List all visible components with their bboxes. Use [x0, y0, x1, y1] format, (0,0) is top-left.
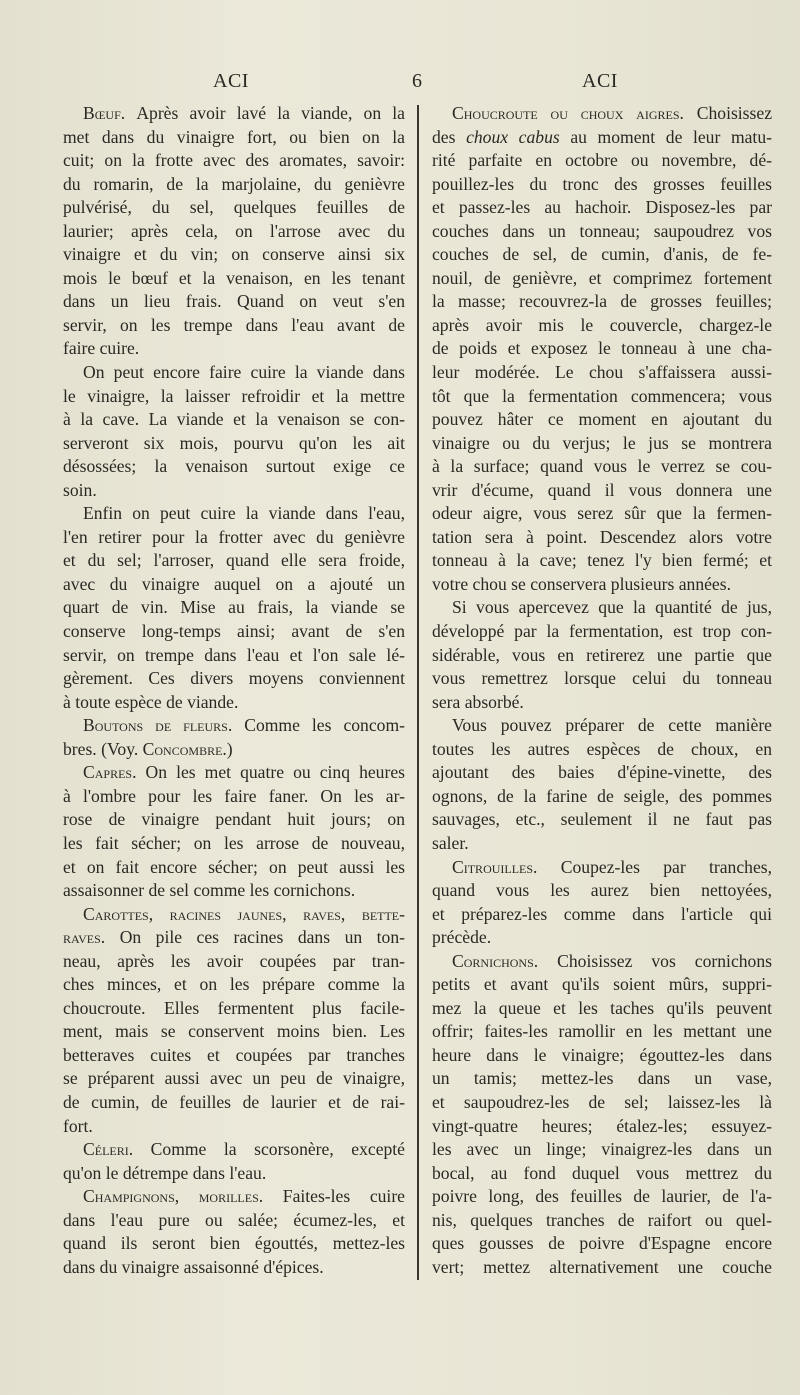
line-text: betteraves cuites et coupées par tranches: [63, 1044, 405, 1065]
line-text: pulvérisé, du sel, quelques feuilles de: [63, 197, 405, 218]
line-text: Choisissez: [696, 103, 772, 123]
line-text: ognons, de la farine de seigle, des pommes: [432, 785, 772, 806]
text-line: [432, 1115, 772, 1139]
entry-heading: Concombre: [142, 738, 223, 759]
text-line: [432, 479, 772, 503]
line-text: ques gousses de poivre d'Espagne encore: [432, 1233, 772, 1254]
text-line: [432, 314, 772, 338]
line-text: tonneau à la cave; tenez l'y bien fermé; et: [432, 550, 772, 571]
line-text: On pile ces racines dans un ton-: [119, 927, 405, 948]
text-line: [63, 950, 405, 974]
line-text: Si vous apercevez que la quantité de jus,: [452, 597, 772, 618]
line-text: pouillez-les du tronc des grosses feuilles: [432, 173, 772, 194]
text-line: [432, 973, 772, 997]
text-line: [63, 1209, 405, 1233]
text-line: [432, 620, 772, 644]
line-text: poivre long, des feuilles de laurier, de l'a-: [432, 1186, 772, 1207]
text-line: [63, 455, 405, 479]
text-line: [432, 926, 772, 950]
line-text: met dans du vinaigre fort, ou bien on la: [63, 126, 405, 147]
line-text: et saupoudrez-les de sel; laissez-les là: [432, 1091, 772, 1112]
line-text: .): [222, 738, 233, 759]
text-line: [63, 714, 405, 738]
text-line: [432, 573, 772, 597]
text-line: [63, 832, 405, 856]
line-text: gèrement. Ces divers moyens conviennent: [63, 668, 405, 689]
line-text: ajoutant des baies d'épine-vinette, des: [432, 762, 772, 783]
line-text: Coupez-les par tranches,: [560, 856, 772, 877]
line-text: des: [432, 126, 467, 147]
text-line: [432, 596, 772, 620]
line-text: se préparent aussi avec un peu de vinaigre,: [63, 1068, 405, 1089]
line-text: toutes les autres espèces de choux, en: [432, 738, 772, 759]
line-text: qu'on le détrempe dans l'eau.: [63, 1162, 267, 1183]
line-text: servir, on les trempe dans l'eau avant de: [63, 314, 405, 335]
line-text: tation sera à point. Descendez alors votre: [432, 526, 772, 547]
line-text: dans du vinaigre assaisonné d'épices.: [63, 1256, 324, 1277]
line-text: laurier; après cela, on l'arrose avec du: [63, 220, 405, 241]
line-text: le vinaigre, la laisser refroidir et la mettre: [63, 385, 405, 406]
line-text: conserve long-temps ainsi; avant de s'en: [63, 621, 405, 642]
text-line: [63, 620, 405, 644]
line-text: vinaigre et du vin; on conserve ainsi six: [63, 244, 405, 265]
line-text: Choisissez vos cornichons: [557, 950, 772, 971]
line-text: dans un lieu frais. Quand on veut s'en: [63, 291, 405, 312]
line-text: mez la queue et les taches qu'ils peuvent: [432, 997, 772, 1018]
text-line: [432, 126, 772, 150]
line-text: Après avoir lavé la viande, on la: [136, 103, 405, 123]
text-line: [63, 502, 405, 526]
line-text: assaisonner de sel comme les cornichons.: [63, 880, 356, 901]
text-line: [63, 220, 405, 244]
line-text: soin.: [63, 479, 97, 500]
left-text-column: [63, 102, 405, 1279]
text-line: [432, 1185, 772, 1209]
text-line: [432, 549, 772, 573]
text-line: [63, 1067, 405, 1091]
line-text: bres. (Voy.: [63, 738, 143, 759]
line-text: la masse; recouvrez-la de grosses feuilles;: [432, 291, 772, 312]
text-line: [63, 1256, 405, 1280]
line-text: votre chou se conservera plusieurs années.: [432, 573, 731, 594]
line-text: petits et avant qu'ils soient mûrs, suppri-: [432, 974, 772, 995]
text-line: [432, 1138, 772, 1162]
line-text: mois le bœuf et la venaison, en les tenant: [63, 267, 405, 288]
page-number: 6: [412, 70, 423, 92]
text-line: [63, 526, 405, 550]
text-line: [63, 1020, 405, 1044]
text-line: [63, 997, 405, 1021]
line-text: et du sel; l'arroser, quand elle sera froide,: [63, 550, 405, 571]
line-text: ment, mais se conservent moins bien. Les: [63, 1021, 405, 1042]
text-line: [432, 361, 772, 385]
line-text: à l'ombre pour les faire faner. On les ar-: [63, 785, 405, 806]
line-text: leur modérée. Le chou s'affaissera aussi-: [432, 362, 772, 383]
text-line: [63, 173, 405, 197]
line-text: sera absorbé.: [432, 691, 524, 712]
text-line: [432, 290, 772, 314]
text-line: [432, 856, 772, 880]
text-line: [432, 173, 772, 197]
text-line: [63, 126, 405, 150]
text-line: [63, 973, 405, 997]
text-line: [432, 196, 772, 220]
line-text: développé par la fermentation, est trop con-: [432, 621, 772, 642]
text-line: [63, 926, 405, 950]
text-line: [432, 1067, 772, 1091]
line-text: On peut encore faire cuire la viande dans: [83, 362, 405, 383]
text-line: [432, 502, 772, 526]
text-line: [432, 644, 772, 668]
line-text: l'en retirer pour la frotter avec du genièvre: [63, 526, 405, 547]
line-text: un tamis; mettez-les dans un vase,: [432, 1068, 772, 1089]
line-text: à la surface; quand vous le verrez se cou-: [432, 456, 772, 477]
text-line: [63, 408, 405, 432]
line-text: quart de vin. Mise au frais, la viande se: [63, 597, 405, 618]
line-text: faire cuire.: [63, 338, 140, 359]
entry-heading: Carottes, racines jaunes, raves, bette-: [83, 903, 405, 924]
line-text: de cumin, de feuilles de laurier et de rai-: [63, 1091, 405, 1112]
text-line: [432, 1091, 772, 1115]
text-line: [432, 1044, 772, 1068]
text-line: [63, 102, 405, 126]
text-line: [63, 267, 405, 291]
text-line: [432, 1162, 772, 1186]
text-line: [63, 314, 405, 338]
line-text: neau, après les avoir coupées par tran-: [63, 950, 405, 971]
line-text: heure dans le vinaigre; égouttez-les dans: [432, 1044, 772, 1065]
line-text: quand ils seront bien égouttés, mettez-les: [63, 1233, 405, 1254]
text-line: [432, 149, 772, 173]
text-line: [432, 761, 772, 785]
entry-heading: Cornichons.: [452, 950, 558, 971]
line-text: ches minces, et on les prépare comme la: [63, 974, 405, 995]
line-text: dans l'eau pure ou salée; écumez-les, et: [63, 1209, 405, 1230]
entry-heading: raves.: [63, 927, 120, 948]
line-text: rité parfaite en octobre ou novembre, dé-: [432, 150, 772, 171]
entry-heading: Champignons, morilles.: [83, 1186, 283, 1207]
line-text: odeur aigre, vous serez sûr que la fermen-: [432, 503, 772, 524]
line-text: Comme la scorsonère, excepté: [150, 1139, 405, 1160]
line-text: choucroute. Elles fermentent plus facile-: [63, 997, 405, 1018]
text-line: [432, 714, 772, 738]
text-line: [432, 1209, 772, 1233]
line-text: vinaigre ou du verjus; le jus se montrera: [432, 432, 772, 453]
text-line: [432, 243, 772, 267]
text-line: [432, 903, 772, 927]
line-text: après avoir mis le couvercle, chargez-le: [432, 314, 772, 335]
text-line: [63, 149, 405, 173]
line-text: nis, quelques tranches de raifort ou quel-: [432, 1209, 772, 1230]
text-line: [432, 879, 772, 903]
text-line: [63, 1232, 405, 1256]
line-text: les fait sécher; on les arrose de nouveau,: [63, 832, 405, 853]
line-text: les avec un linge; vinaigrez-les dans un: [432, 1139, 772, 1160]
entry-heading: Capres.: [83, 762, 146, 783]
right-text-column: [432, 102, 772, 1279]
text-line: [63, 290, 405, 314]
text-line: [63, 808, 405, 832]
text-line: [432, 785, 772, 809]
text-line: [432, 267, 772, 291]
text-line: [63, 196, 405, 220]
text-line: [63, 879, 405, 903]
line-text: couches dans un tonneau; saupoudrez vos: [432, 220, 772, 241]
line-text: à toute espèce de viande.: [63, 691, 239, 712]
text-line: [63, 691, 405, 715]
line-text: tôt que la fermentation commencera; vous: [432, 385, 772, 406]
line-text: bocal, au fond duquel vous mettrez du: [432, 1162, 772, 1183]
line-text: nouil, de genièvre, et comprimez fortement: [432, 267, 772, 288]
text-line: [432, 832, 772, 856]
text-line: [63, 479, 405, 503]
text-line: [432, 220, 772, 244]
text-line: [63, 785, 405, 809]
text-line: [63, 667, 405, 691]
line-text: Comme les concom-: [244, 715, 405, 736]
line-text: offrir; faites-les ramollir en les mettant une: [432, 1021, 772, 1042]
text-line: [63, 644, 405, 668]
line-text: sauvages, etc., seulement il ne faut pas: [432, 809, 772, 830]
text-line: [63, 761, 405, 785]
line-text: saler.: [432, 832, 469, 853]
line-text: sidérable, vous en retirerez une partie que: [432, 644, 772, 665]
text-line: [432, 526, 772, 550]
text-line: [63, 856, 405, 880]
text-line: [432, 455, 772, 479]
text-line: [63, 385, 405, 409]
text-line: [63, 1091, 405, 1115]
text-line: [63, 738, 405, 762]
text-line: [63, 1044, 405, 1068]
text-line: [432, 808, 772, 832]
text-line: [432, 691, 772, 715]
entry-heading: Citrouilles.: [452, 856, 561, 877]
text-line: [432, 408, 772, 432]
line-text: pouvez hâter ce moment en ajoutant du: [432, 409, 772, 430]
entry-heading: Boutons de fleurs.: [83, 715, 245, 736]
line-text: servir, on trempe dans l'eau et l'on sale lé-: [63, 644, 405, 665]
text-line: [432, 1256, 772, 1280]
text-line: [432, 385, 772, 409]
entry-heading: Céleri.: [83, 1139, 151, 1160]
running-header-left: ACI: [213, 70, 249, 92]
line-text: et passez-les au hachoir. Disposez-les par: [432, 197, 772, 218]
line-text: avec du vinaigre auquel on a ajouté un: [63, 573, 405, 594]
line-text: vingt-quatre heures; étalez-les; essuyez-: [432, 1115, 772, 1136]
italic-term: choux cabus: [466, 126, 560, 147]
line-text: précède.: [432, 927, 492, 948]
line-text: rose de vinaigre pendant huit jours; on: [63, 809, 405, 830]
text-line: [432, 102, 772, 126]
text-line: [63, 1115, 405, 1139]
text-line: [63, 573, 405, 597]
text-line: [63, 1185, 405, 1209]
text-line: [63, 596, 405, 620]
line-text: de poids et exposez le tonneau à une cha-: [432, 338, 772, 359]
line-text: serveront six mois, pourvu qu'on les ait: [63, 432, 405, 453]
text-line: [63, 243, 405, 267]
text-line: [432, 337, 772, 361]
line-text: On les met quatre ou cinq heures: [145, 762, 405, 783]
text-line: [63, 337, 405, 361]
line-text: vert; mettez alternativement une couche: [432, 1256, 772, 1277]
line-text: vous remettrez lorsque celui du tonneau: [432, 668, 772, 689]
entry-heading: Bœuf.: [83, 103, 137, 123]
text-line: [432, 997, 772, 1021]
text-line: [432, 667, 772, 691]
line-text: fort.: [63, 1115, 93, 1136]
line-text: et on fait encore sécher; on peut aussi les: [63, 856, 405, 877]
text-line: [432, 738, 772, 762]
text-line: [432, 950, 772, 974]
text-line: [63, 1162, 405, 1186]
line-text: désossées; la venaison surtout exige ce: [63, 456, 405, 477]
line-text: Enfin on peut cuire la viande dans l'eau,: [83, 503, 405, 524]
line-text: à la cave. La viande et la venaison se con-: [63, 409, 405, 430]
line-text: cuit; on la frotte avec des aromates, savoir:: [63, 150, 405, 171]
text-line: [432, 1020, 772, 1044]
text-line: [63, 549, 405, 573]
running-header-right: ACI: [582, 70, 618, 92]
line-text: Faites-les cuire: [282, 1186, 405, 1207]
line-text: Vous pouvez préparer de cette manière: [452, 715, 772, 736]
line-text: vrir d'écume, quand il vous donnera une: [432, 479, 772, 500]
text-line: [432, 1232, 772, 1256]
text-line: [63, 903, 405, 927]
line-text: et préparez-les comme dans l'article qui: [432, 903, 772, 924]
entry-heading: Choucroute ou choux aigres.: [452, 103, 697, 123]
text-line: [432, 432, 772, 456]
column-divider: [417, 105, 419, 1280]
text-line: [63, 1138, 405, 1162]
line-text: au moment de leur matu-: [559, 126, 772, 147]
text-line: [63, 361, 405, 385]
line-text: du romarin, de la marjolaine, du genièvre: [63, 173, 405, 194]
line-text: couches de sel, de cumin, d'anis, de fe-: [432, 244, 772, 265]
text-line: [63, 432, 405, 456]
line-text: quand vous les aurez bien nettoyées,: [432, 880, 772, 901]
